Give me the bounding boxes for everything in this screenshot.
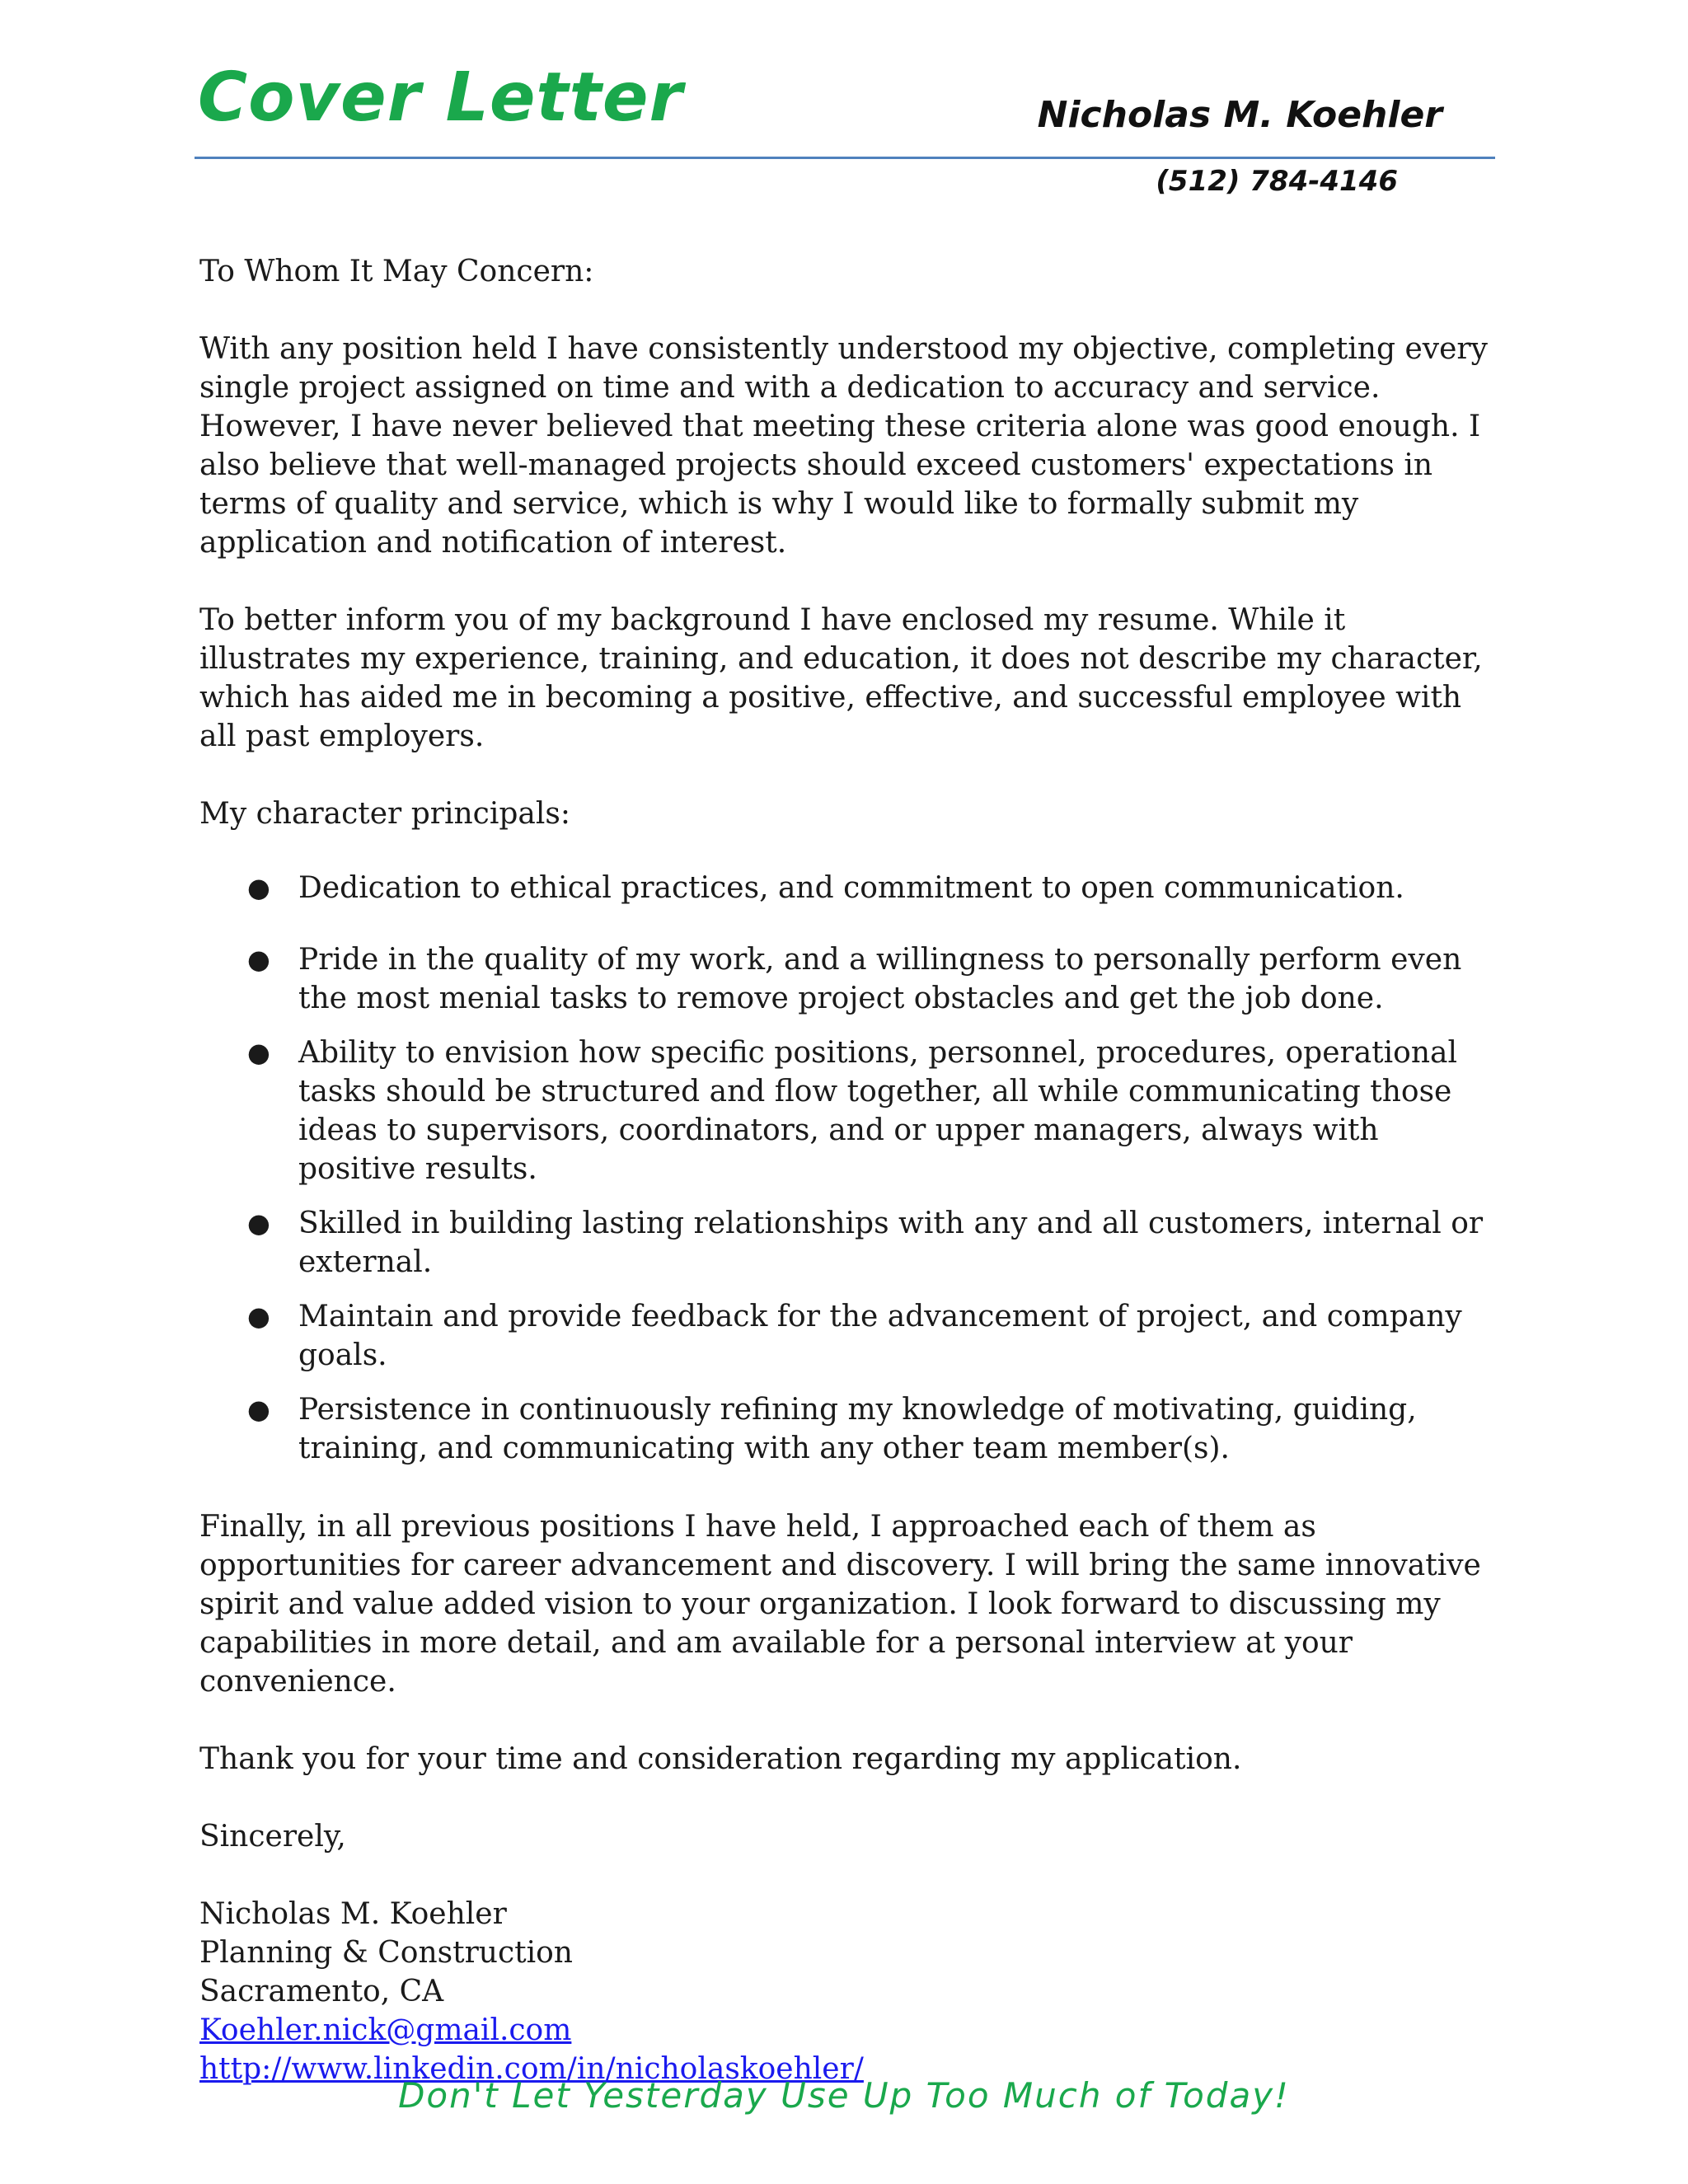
letter-body	[199, 252, 1502, 2088]
list-item	[199, 1390, 1502, 1468]
principle-text: Skilled in building lasting relationships with any and all customers, internal or external.	[298, 1207, 1484, 1279]
sign-off: Sincerely,	[199, 1820, 346, 1854]
principle-text: Dedication to ethical practices, and commitment to open communication.	[298, 871, 1404, 905]
header-divider	[195, 157, 1495, 159]
list-item	[199, 1297, 1502, 1375]
bullet-icon: ●	[247, 1394, 270, 1425]
bullet-icon: ●	[247, 872, 270, 903]
bullet-icon: ●	[247, 1037, 270, 1068]
principle-text: Pride in the quality of my work, and a willingness to personally perform even the most menial tasks to remove project obstacles and get the job done.	[298, 943, 1462, 1015]
thank-you-line: Thank you for your time and consideration regarding my application.	[199, 1742, 1242, 1776]
principle-text: Ability to envision how specific positions, personnel, procedures, operational tasks should be structured and flow together, all while communicating those ideas to supervisors, coordinators, and or upper managers, always with positive results.	[298, 1036, 1457, 1186]
principle-text: Maintain and provide feedback for the advancement of project, and company goals.	[298, 1300, 1462, 1372]
list-item	[199, 1204, 1502, 1282]
footer-motto: Don't Let Yesterday Use Up Too Much of Today!	[398, 2075, 1290, 2116]
document-title: Cover Letter	[198, 59, 683, 137]
principles-heading: My character principals:	[199, 797, 570, 831]
email-link[interactable]: Koehler.nick@gmail.com	[199, 2013, 572, 2047]
paragraph-closing: Finally, in all previous positions I have held, I approached each of them as opportunities for career advancement and discovery. I will bring the same innovative spirit and value added vision to your organization. I look forward to discussing my capabilities in more detail, and am available for a personal interview at your convenience.	[199, 1510, 1481, 1699]
bullet-icon: ●	[247, 944, 270, 975]
header-phone: (512) 784-4146	[1156, 165, 1398, 198]
principle-text: Persistence in continuously refining my knowledge of motivating, guiding, training, and communicating with any other team member(s).	[298, 1393, 1417, 1465]
bullet-icon: ●	[247, 1301, 270, 1332]
list-item	[199, 940, 1502, 1018]
paragraph-intro: With any position held I have consistently understood my objective, completing every single project assigned on time and with a dedication to accuracy and service. However, I have never believed that meeting these criteria alone was good enough. I also believe that well-managed projects should exceed customers' expectations in terms of quality and service, which is why I would like to formally submit my application and notification of interest.	[199, 332, 1488, 560]
salutation: To Whom It May Concern:	[199, 255, 594, 288]
linkedin-link[interactable]: http://www.linkedin.com/in/nicholaskoehler/	[199, 2052, 864, 2086]
list-item	[199, 869, 1502, 907]
paragraph-background: To better inform you of my background I have enclosed my resume. While it illustrates my experience, training, and education, it does not describe my character, which has aided me in becoming a positive, effective, and successful employee with all past employers.	[199, 603, 1483, 753]
bullet-icon: ●	[247, 1207, 270, 1239]
signature-location: Sacramento, CA	[199, 1975, 444, 2008]
signature-name: Nicholas M. Koehler	[199, 1897, 507, 1931]
principles-list	[199, 869, 1502, 1468]
signature-department: Planning & Construction	[199, 1936, 573, 1970]
list-item	[199, 1033, 1502, 1188]
header-name: Nicholas M. Koehler	[1037, 94, 1442, 136]
